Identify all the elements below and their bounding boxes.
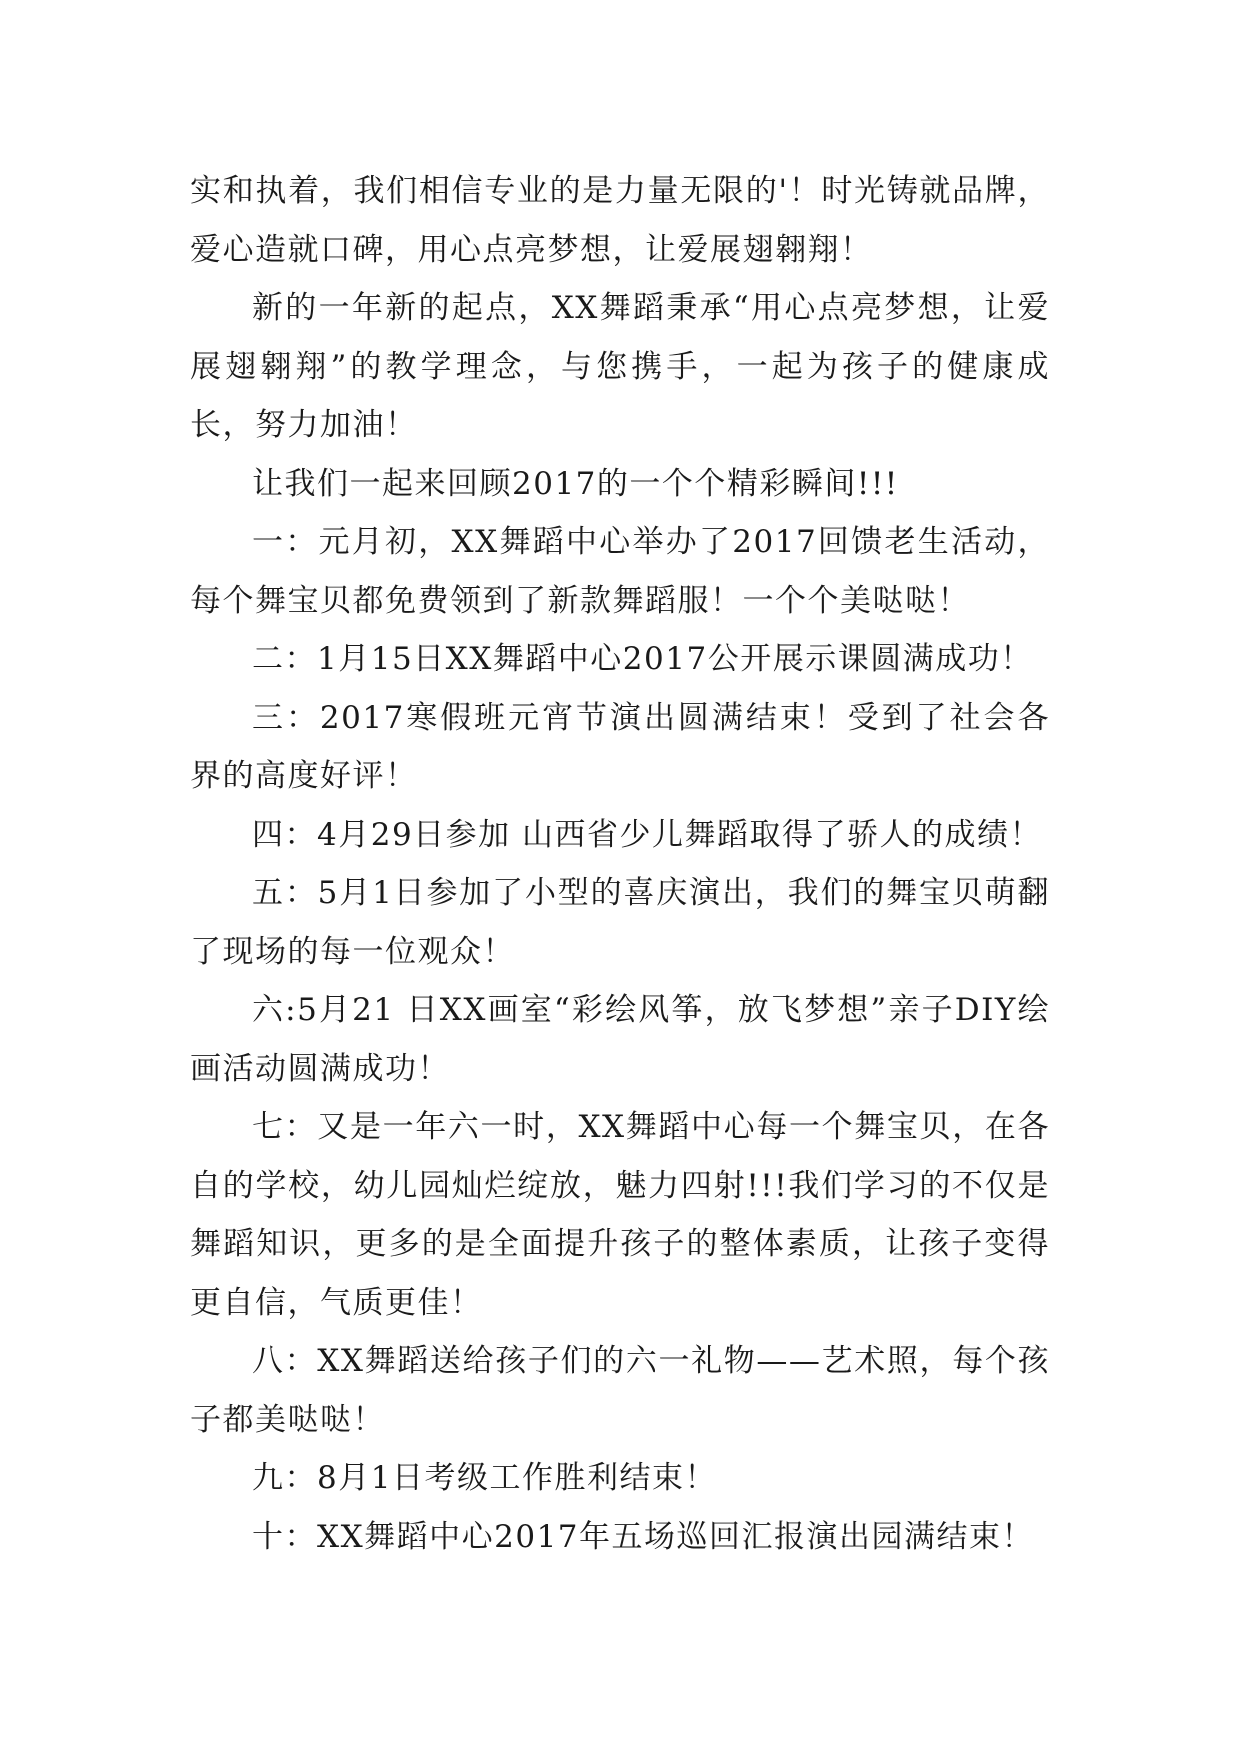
- paragraph-item-7: 七：又是一年六一时，XX舞蹈中心每一个舞宝贝，在各自的学校，幼儿园灿烂绽放，魅力四射!!!我们学习的不仅是舞蹈知识，更多的是全面提升孩子的整体素质，让孩子变得更自信，气质更佳！: [190, 1109, 1050, 1321]
- paragraph-review-heading: 让我们一起来回顾2017的一个个精彩瞬间!!!: [252, 465, 899, 502]
- paragraph-intro-continuation: 实和执着，我们相信专业的是力量无限的'！时光铸就品牌，爱心造就口碑，用心点亮梦想，让爱展翅翱翔！: [190, 173, 1050, 268]
- paragraph-new-year: 新的一年新的起点，XX舞蹈秉承“用心点亮梦想，让爱展翅翱翔”的教学理念，与您携手，一起为孩子的健康成长，努力加油！: [190, 290, 1050, 443]
- paragraph-item-8: 八：XX舞蹈送给孩子们的六一礼物——艺术照，每个孩子都美哒哒！: [190, 1343, 1050, 1438]
- paragraph-item-2: 二：1月15日XX舞蹈中心2017公开展示课圆满成功！: [252, 641, 1033, 677]
- paragraph-item-4: 四：4月29日参加 山西省少儿舞蹈取得了骄人的成绩！: [252, 816, 1043, 853]
- paragraph-item-6: 六:5月21 日XX画室“彩绘风筝，放飞梦想”亲子DIY绘画活动圆满成功！: [190, 992, 1050, 1087]
- paragraph-item-1: 一：元月初，XX舞蹈中心举办了2017回馈老生活动，每个舞宝贝都免费领到了新款舞蹈服！一个个美哒哒！: [190, 524, 1050, 619]
- paragraph-item-9: 九：8月1日考级工作胜利结束！: [252, 1460, 717, 1496]
- paragraph-item-5: 五：5月1日参加了小型的喜庆演出，我们的舞宝贝萌翻了现场的每一位观众！: [190, 875, 1050, 970]
- document-body: [190, 162, 1050, 1566]
- paragraph-item-3: 三：2017寒假班元宵节演出圆满结束！受到了社会各界的高度好评！: [190, 699, 1050, 794]
- paragraph-item-10: 十：XX舞蹈中心2017年五场巡回汇报演出园满结束！: [252, 1518, 1035, 1555]
